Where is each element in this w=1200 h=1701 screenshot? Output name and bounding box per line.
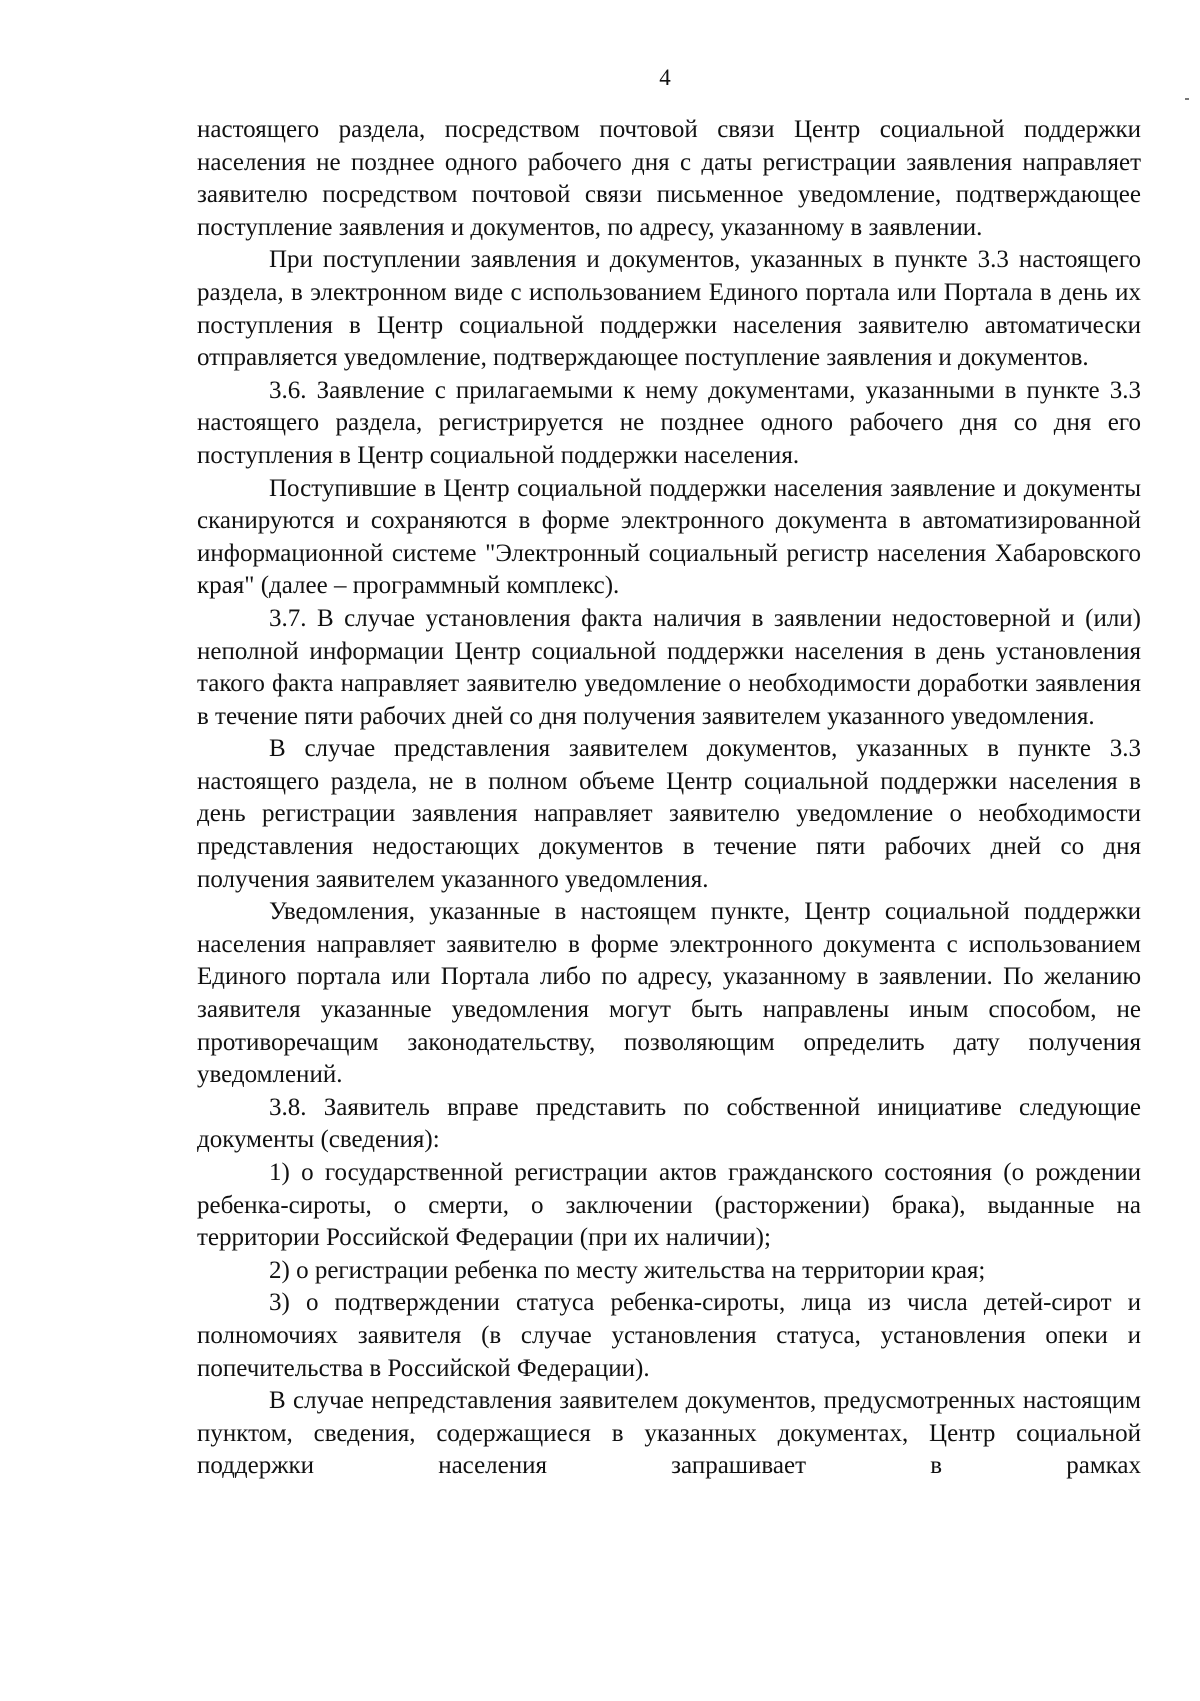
list-item-3: 3) о подтверждении статуса ребенка-сироты, лица из числа детей-сирот и полномочиях заявителя (в случае установления статуса, установления опеки и попечительства в Российской Федерации). [197,1289,1141,1382]
paragraph-6: В случае представления заявителем документов, указанных в пункте 3.3 настоящего раздела, не в полном объеме Центр социальной поддержки населения в день регистрации заявления направляет заявителю уведомление о необходимости представления недостающих документов в течение пяти рабочих дней со дня получения заявителем указанного уведомления. [197,735,1141,893]
paragraph-3-7: 3.7. В случае установления факта наличия в заявлении недостоверной и (или) неполной информации Центр социальной поддержки населения в день установления такого факта направляет заявителю уведомление о необходимости доработки заявления в течение пяти рабочих дней со дня получения заявителем указанного уведомления. [197,604,1141,730]
paragraph-2: При поступлении заявления и документов, указанных в пункте 3.3 настоящего раздела, в электронном виде с использованием Единого портала или Портала в день их поступления в Центр социальной поддержки населения заявителю автоматически отправляется уведомление, подтверждающее поступление заявления и документов. [197,246,1141,372]
paragraph-4: Поступившие в Центр социальной поддержки населения заявление и документы сканируются и сохраняются в форме электронного документа в автоматизированной информационной системе "Электронный социальный регистр населения Хабаровского края" (далее – программный комплекс). [197,474,1141,600]
paragraph-12: В случае непредставления заявителем документов, предусмотренных настоящим пунктом, сведения, содержащиеся в указанных документах, Центр социальной поддержки населения запрашивает в рамках [197,1387,1141,1480]
paragraph-3-8: 3.8. Заявитель вправе представить по собственной инициативе следующие документы (сведения): [197,1093,1141,1154]
document-body [197,114,1141,1483]
paragraph-7: Уведомления, указанные в настоящем пункте, Центр социальной поддержки населения направляет заявителю в форме электронного документа с использованием Единого портала или Портала либо по адресу, указанному в заявлении. По желанию заявителя указанные уведомления могут быть направлены иным способом, не противоречащим законодательству, позволяющим определить дату получения уведомлений. [197,898,1141,1089]
paragraph-3-6: 3.6. Заявление с прилагаемыми к нему документами, указанными в пункте 3.3 настоящего раздела, регистрируется не позднее одного рабочего дня со дня его поступления в Центр социальной поддержки населения. [197,376,1141,469]
page-number: 4 [659,65,671,90]
list-item-2: 2) о регистрации ребенка по месту жительства на территории края; [269,1256,986,1284]
paragraph-1: настоящего раздела, посредством почтовой связи Центр социальной поддержки населения не позднее одного рабочего дня с даты регистрации заявления направляет заявителю посредством почтовой связи письменное уведомление, подтверждающее поступление заявления и документов, по адресу, указанному в заявлении. [197,116,1141,241]
list-item-1: 1) о государственной регистрации актов гражданского состояния (о рождении ребенка-сироты, о смерти, о заключении (расторжении) брака), выданные на территории Российской Федерации (при их наличии); [197,1159,1141,1252]
scan-mark [1185,98,1189,100]
